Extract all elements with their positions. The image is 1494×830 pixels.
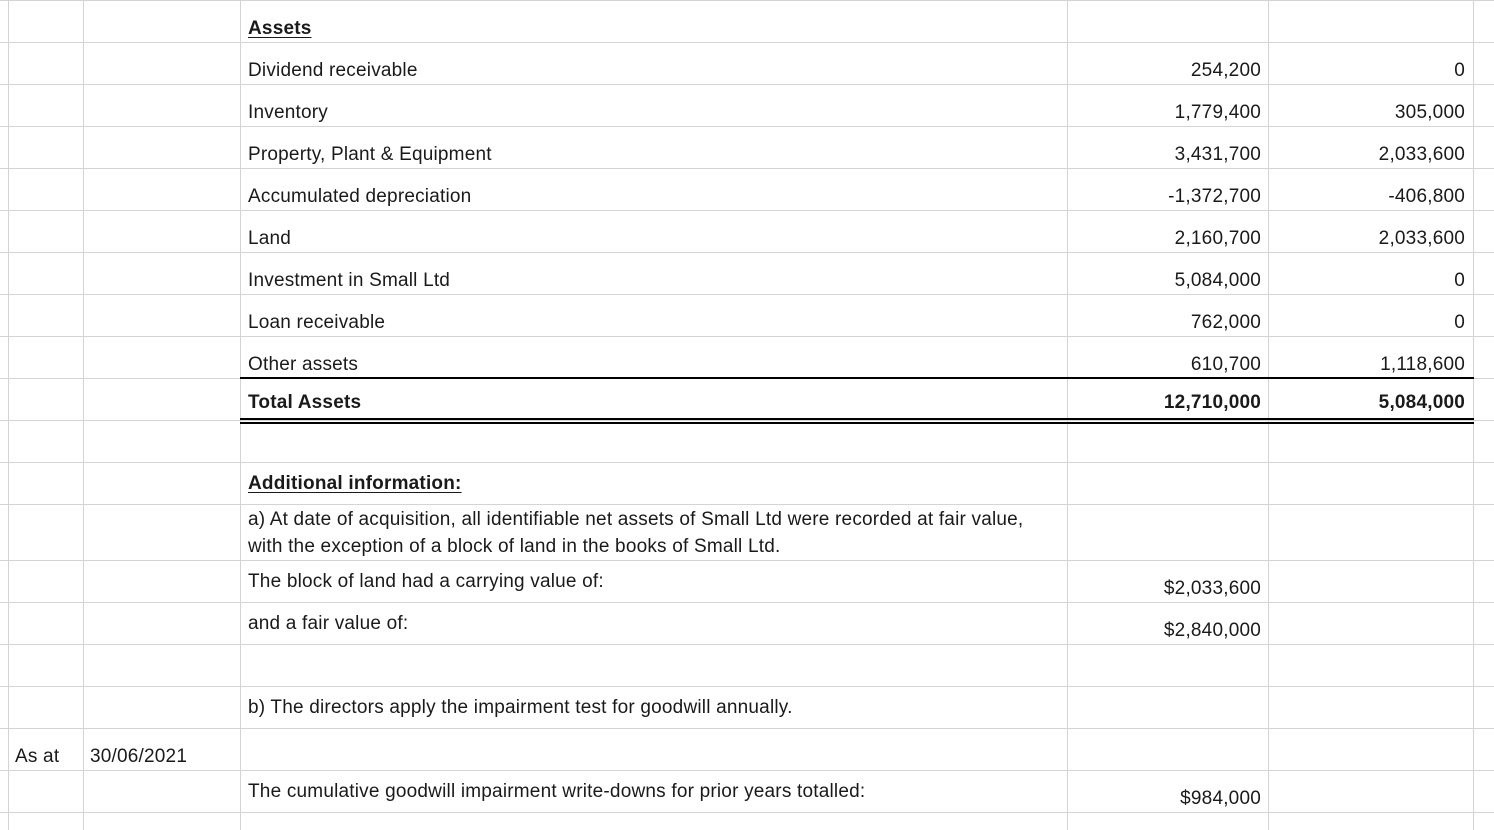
row-value-col1[interactable]: 254,200 (1190, 60, 1261, 81)
grid-col-line (8, 0, 9, 830)
grid-row-line (0, 0, 1494, 1)
carrying-value[interactable]: $2,033,600 (1163, 578, 1261, 599)
row-label[interactable]: Inventory (248, 102, 328, 123)
row-label[interactable]: Property, Plant & Equipment (248, 144, 492, 165)
additional-info-header[interactable]: Additional information: (248, 473, 462, 494)
row-value-col2[interactable]: 1,118,600 (1380, 354, 1465, 375)
total-double-border-lower (240, 422, 1474, 424)
grid-row-line (0, 812, 1494, 813)
fair-value-label[interactable]: and a fair value of: (248, 613, 409, 634)
total-assets-col2[interactable]: 5,084,000 (1378, 392, 1465, 413)
row-label[interactable]: Other assets (248, 354, 359, 375)
fair-value[interactable]: $2,840,000 (1163, 620, 1261, 641)
row-value-col1[interactable]: 762,000 (1190, 312, 1261, 333)
grid-col-line (1473, 0, 1474, 830)
grid-row-line (0, 728, 1494, 729)
grid-row-line (0, 644, 1494, 645)
grid-row-line (0, 770, 1494, 771)
as-at-date[interactable]: 30/06/2021 (90, 746, 188, 767)
row-value-col1[interactable]: 3,431,700 (1174, 144, 1261, 165)
row-value-col2[interactable]: -406,800 (1388, 186, 1465, 207)
cumulative-impairment-label[interactable]: The cumulative goodwill impairment write-downs for prior years totalled: (248, 781, 866, 802)
grid-row-line (0, 420, 1494, 421)
grid-col-line (1268, 0, 1269, 830)
row-value-col2[interactable]: 2,033,600 (1378, 144, 1465, 165)
grid-row-line (0, 42, 1494, 43)
row-value-col2[interactable]: 2,033,600 (1378, 228, 1465, 249)
grid-row-line (0, 602, 1494, 603)
as-at-label[interactable]: As at (15, 746, 60, 767)
row-label[interactable]: Dividend receivable (248, 60, 418, 81)
row-value-col2[interactable]: 305,000 (1394, 102, 1465, 123)
row-value-col1[interactable]: 2,160,700 (1174, 228, 1261, 249)
grid-row-line (0, 252, 1494, 253)
note-a-text[interactable]: a) At date of acquisition, all identifiable net assets of Small Ltd were recorded at fair value, with the exception of a block of land in the books of Small Ltd. (248, 509, 1024, 557)
grid-col-line (1067, 0, 1068, 830)
grid-col-line (240, 0, 241, 830)
carrying-value-label[interactable]: The block of land had a carrying value of: (248, 571, 604, 592)
grid-row-line (0, 126, 1494, 127)
grid-row-line (0, 84, 1494, 85)
grid-col-line (83, 0, 84, 830)
assets-header[interactable]: Assets (248, 18, 312, 39)
total-top-border (240, 377, 1474, 379)
total-assets-label[interactable]: Total Assets (248, 392, 362, 413)
row-label[interactable]: Investment in Small Ltd (248, 270, 451, 291)
grid-row-line (0, 336, 1494, 337)
row-value-col1[interactable]: 610,700 (1190, 354, 1261, 375)
row-value-col2[interactable]: 0 (1454, 270, 1465, 291)
grid-row-line (0, 504, 1494, 505)
note-b-text[interactable]: b) The directors apply the impairment test for goodwill annually. (248, 697, 793, 718)
row-value-col2[interactable]: 0 (1454, 312, 1465, 333)
total-double-border-upper (240, 418, 1474, 420)
row-label[interactable]: Loan receivable (248, 312, 386, 333)
row-label[interactable]: Land (248, 228, 292, 249)
row-label[interactable]: Accumulated depreciation (248, 186, 472, 207)
row-value-col1[interactable]: 5,084,000 (1174, 270, 1261, 291)
grid-row-line (0, 686, 1494, 687)
grid-row-line (0, 294, 1494, 295)
grid-row-line (0, 462, 1494, 463)
grid-row-line (0, 560, 1494, 561)
row-value-col1[interactable]: -1,372,700 (1168, 186, 1261, 207)
cumulative-impairment-value[interactable]: $984,000 (1180, 788, 1261, 809)
row-value-col1[interactable]: 1,779,400 (1174, 102, 1261, 123)
total-assets-col1[interactable]: 12,710,000 (1163, 392, 1261, 413)
grid-row-line (0, 168, 1494, 169)
row-value-col2[interactable]: 0 (1454, 60, 1465, 81)
grid-row-line (0, 210, 1494, 211)
